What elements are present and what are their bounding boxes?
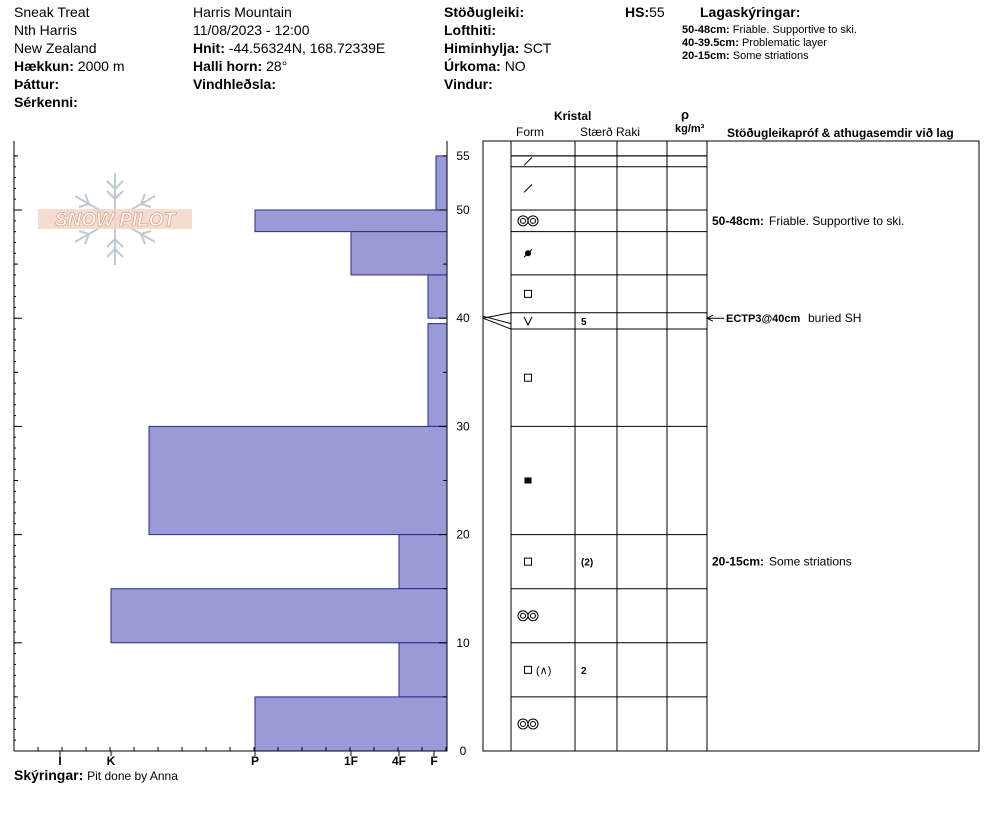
layer-note-range: 50-48cm: [682, 24, 730, 36]
ring-outer [518, 719, 528, 729]
hardness-bar [399, 535, 447, 589]
caret-text: (∧) [536, 664, 552, 677]
y-tick-label: 0 [459, 744, 467, 758]
grain-slash-icon [524, 184, 532, 192]
y-tick-label: 55 [456, 148, 470, 163]
form-header: Form [516, 125, 544, 139]
moisture-header: Raki [616, 125, 641, 139]
comments-value: Pit done by Anna [87, 769, 178, 783]
test-result-note: buried SH [808, 311, 862, 326]
grain-slash-icon [524, 157, 532, 165]
layer-note-text: Problematic layer [741, 37, 827, 49]
features-label: Sérkenni: [14, 94, 78, 110]
grain-square-icon [525, 290, 532, 297]
grain-double-ring-icon [518, 719, 538, 729]
test-result-label: ECTP3@40cm [726, 313, 801, 326]
table-frame [483, 141, 979, 751]
grain-square-icon [525, 374, 532, 381]
wind-label: Vindur: [444, 76, 493, 92]
wind-loading-label: Vindhleðsla: [193, 76, 276, 92]
x-tick-label: P [250, 754, 260, 768]
hardness-bar [428, 324, 447, 427]
comments-row [14, 766, 178, 784]
hardness-bar [351, 232, 447, 275]
coords-label: Hnit: [193, 40, 225, 56]
row-note-range: 20-15cm: [712, 554, 765, 569]
filled-square-shape [525, 478, 532, 484]
ring-inner [531, 613, 536, 618]
ring-outer [528, 719, 538, 729]
site-name: Sneak Treat [14, 4, 90, 20]
y-tick-label: 10 [456, 635, 470, 650]
sky-label: Himinhylja: [444, 40, 520, 56]
grain-double-ring-icon [518, 216, 538, 226]
hs-label: HS: [625, 4, 650, 20]
square-shape [525, 558, 532, 565]
aspect-label: Þáttur: [14, 76, 60, 92]
x-tick-label: 4F [391, 754, 407, 768]
tests-header: Stöðugleikapróf & athugasemdir við lag [727, 126, 954, 140]
stability-label: Stöðugleiki: [444, 4, 525, 20]
x-tick-label: 1F [343, 754, 359, 768]
observation-datetime: 11/08/2023 - 12:00 [193, 22, 310, 38]
hardness-bar [399, 643, 447, 697]
region-name: Nth Harris [14, 22, 78, 38]
ring-inner [521, 613, 526, 618]
ring-outer [528, 611, 538, 621]
layer-note-text: Some striations [732, 50, 809, 62]
y-tick-label: 50 [456, 203, 470, 217]
logo-text: SNOW PILOT [54, 210, 176, 231]
size-header: Stærð [580, 125, 613, 139]
grain-vee-icon [524, 317, 532, 325]
slash-stroke [524, 157, 532, 165]
x-tick-label: I [58, 754, 62, 768]
coords-value: -44.56324N, 168.72339E [228, 40, 386, 56]
comments-label: Skýringar: [14, 767, 84, 783]
x-tick-label: F [430, 754, 438, 768]
row-note-text: Friable. Supportive to ski. [769, 213, 905, 228]
grain-size-value: 5 [581, 316, 587, 328]
elevation-label: Hækkun: [14, 58, 74, 74]
grain-double-ring-icon [518, 611, 538, 621]
layer-note-text: Friable. Supportive to ski. [732, 24, 857, 36]
y-tick-label: 20 [456, 527, 470, 542]
ring-inner [521, 721, 526, 726]
square-shape [525, 290, 532, 297]
x-tick-label: K [106, 754, 116, 768]
square-shape [525, 374, 532, 381]
grain-filled-square-icon [525, 478, 532, 484]
ring-inner [531, 721, 536, 726]
precip-value: NO [504, 58, 526, 74]
layer-note-range: 40-39.5cm: [682, 37, 739, 49]
square-shape [525, 666, 532, 673]
sky-value: SCT [523, 40, 552, 56]
vee-shape [524, 317, 532, 325]
grain-size-value: (2) [581, 557, 594, 569]
air-temp-label: Lofthiti: [444, 22, 497, 38]
ring-inner [521, 218, 526, 223]
legend-title: Lagaskýringar: [700, 4, 801, 20]
ring-outer [518, 611, 528, 621]
grain-table [483, 141, 979, 751]
crystal-header: Kristal [554, 109, 592, 123]
country-name: New Zealand [14, 40, 97, 56]
row-note-range: 50-48cm: [712, 213, 765, 228]
hs-value: 55 [649, 4, 665, 20]
precip-label: Úrkoma: [444, 58, 501, 74]
slash-stroke [524, 184, 532, 192]
hardness-bar [149, 426, 447, 534]
slope-label: Halli horn: [193, 58, 263, 74]
rho-header: ρ [681, 107, 690, 122]
density-unit-header: kg/m³ [675, 123, 705, 135]
location-name: Harris Mountain [193, 4, 292, 20]
layer-note-range: 20-15cm: [682, 50, 730, 62]
y-tick-label: 30 [456, 419, 470, 434]
hardness-bars [111, 156, 447, 751]
grain-size-value: 2 [581, 665, 587, 677]
hardness-bar [428, 275, 447, 318]
hardness-bar [255, 697, 447, 751]
grain-dot-slash-icon [524, 249, 532, 257]
slope-value: 28° [266, 58, 288, 74]
grain-square-caret-icon [525, 665, 552, 677]
ring-outer [518, 216, 528, 226]
ring-outer [528, 216, 538, 226]
elevation-value: 2000 m [77, 58, 125, 74]
hardness-bar [111, 589, 447, 643]
grain-square-icon [525, 558, 532, 565]
ring-inner [531, 218, 536, 223]
hardness-bar [436, 156, 447, 210]
row-note-text: Some striations [769, 554, 852, 569]
y-tick-label: 40 [456, 311, 470, 326]
hardness-bar [255, 210, 447, 232]
